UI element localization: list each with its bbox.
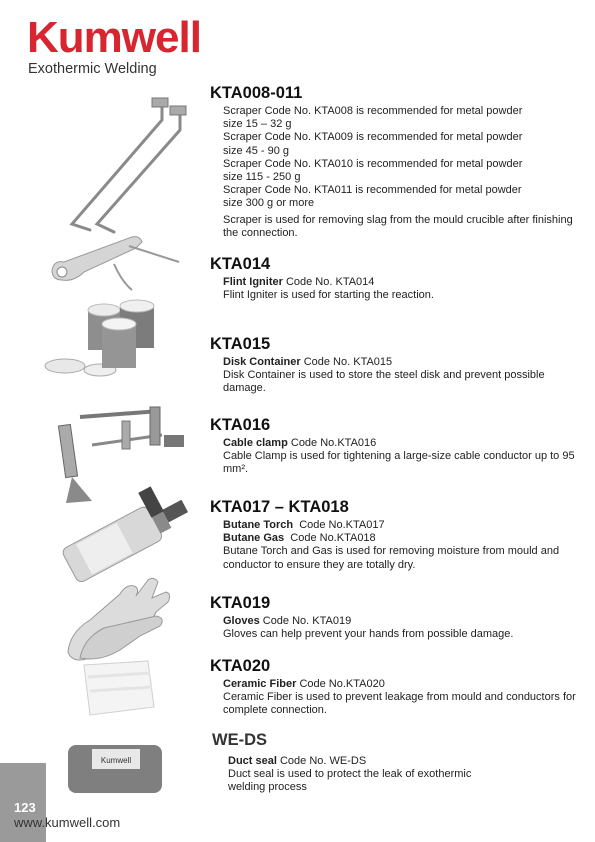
spec-line: size 115 - 250 g: [223, 171, 301, 184]
page-number: 123: [14, 800, 36, 815]
section-kta014: [210, 255, 580, 302]
section-code: KTA016: [210, 416, 271, 434]
brand-name: Kumwell: [27, 13, 201, 62]
product-name: Duct seal: [228, 755, 277, 767]
code-number: Code No.KTA018: [290, 532, 376, 545]
section-code: KTA008-011: [210, 84, 303, 102]
spec-line: size 45 - 90 g: [223, 144, 290, 157]
description: Duct seal is used to protect the leak of exothermic welding process: [228, 768, 472, 794]
product-name: Ceramic Fiber: [223, 678, 297, 690]
code-number: Code No.KTA020: [299, 678, 385, 690]
section-code: KTA019: [210, 594, 271, 612]
product-name: Cable clamp: [223, 437, 288, 449]
spec-line: size 15 – 32 g: [223, 118, 292, 131]
spec-line: Scraper Code No. KTA011 is recommended for metal powder: [223, 184, 522, 197]
section-code: KTA015: [210, 335, 271, 353]
product-name: Butane Torch: [223, 519, 294, 531]
duct-seal-package-label: Kumwell: [100, 756, 132, 765]
product-name: Butane Gas: [223, 532, 285, 545]
spec-line: Scraper Code No. KTA009 is recommended for metal powder: [223, 131, 523, 144]
description: Scraper is used for removing slag from the mould crucible after finishing the connection.: [223, 213, 573, 239]
section-kta008-011: [210, 84, 580, 240]
disk-container-image: [40, 298, 170, 390]
butane-torch-image: [52, 482, 192, 582]
section-kta017-kta018: [210, 498, 580, 572]
code-number: Code No. KTA019: [262, 615, 352, 627]
section-we-ds: [212, 731, 582, 795]
code-number: Code No.KTA017: [299, 519, 385, 531]
spec-line: Scraper Code No. KTA008 is recommended for metal powder: [223, 105, 523, 117]
description: Ceramic Fiber is used to prevent leakage from mould and conductors for complete connection.: [223, 691, 576, 717]
product-name: Gloves: [223, 615, 260, 627]
brand-logo: [27, 13, 201, 77]
section-kta015: [210, 335, 580, 396]
section-code: KTA017 – KTA018: [210, 498, 349, 516]
description: Butane Torch and Gas is used for removing moisture from mould and conductor to ensure they are totally dry.: [223, 545, 560, 571]
scraper-image: [42, 92, 192, 237]
description: Disk Container is used to store the steel disk and prevent possible damage.: [223, 369, 545, 395]
description: Flint Igniter is used for starting the reaction.: [223, 289, 434, 302]
brand-tagline: Exothermic Welding: [28, 61, 157, 77]
section-code: KTA014: [210, 255, 271, 273]
spec-line: Scraper Code No. KTA010 is recommended for metal powder: [223, 157, 523, 170]
ceramic-fiber-image: [78, 657, 158, 719]
section-code: WE-DS: [212, 731, 267, 749]
gloves-image: [60, 572, 180, 664]
section-kta019: [210, 594, 580, 641]
section-code: KTA020: [210, 657, 271, 675]
section-body: [223, 105, 580, 240]
product-name: Disk Container: [223, 356, 301, 368]
description: Cable Clamp is used for tightening a large-size cable conductor up to 95 mm².: [223, 450, 575, 476]
product-name: Flint Igniter: [223, 276, 283, 288]
code-number: Code No.KTA016: [290, 437, 377, 449]
spec-line: size 300 g or more: [223, 197, 315, 210]
website-url[interactable]: www.kumwell.com: [14, 815, 121, 830]
flint-igniter-image: [44, 232, 184, 292]
description: Gloves can help prevent your hands from possible damage.: [223, 628, 514, 641]
code-number: Code No. KTA014: [285, 276, 375, 288]
section-kta020: [210, 657, 580, 718]
code-number: Code No. KTA015: [303, 356, 393, 368]
section-kta016: [210, 416, 580, 477]
code-number: Code No. WE-DS: [279, 755, 367, 767]
duct-seal-image: [66, 741, 166, 797]
